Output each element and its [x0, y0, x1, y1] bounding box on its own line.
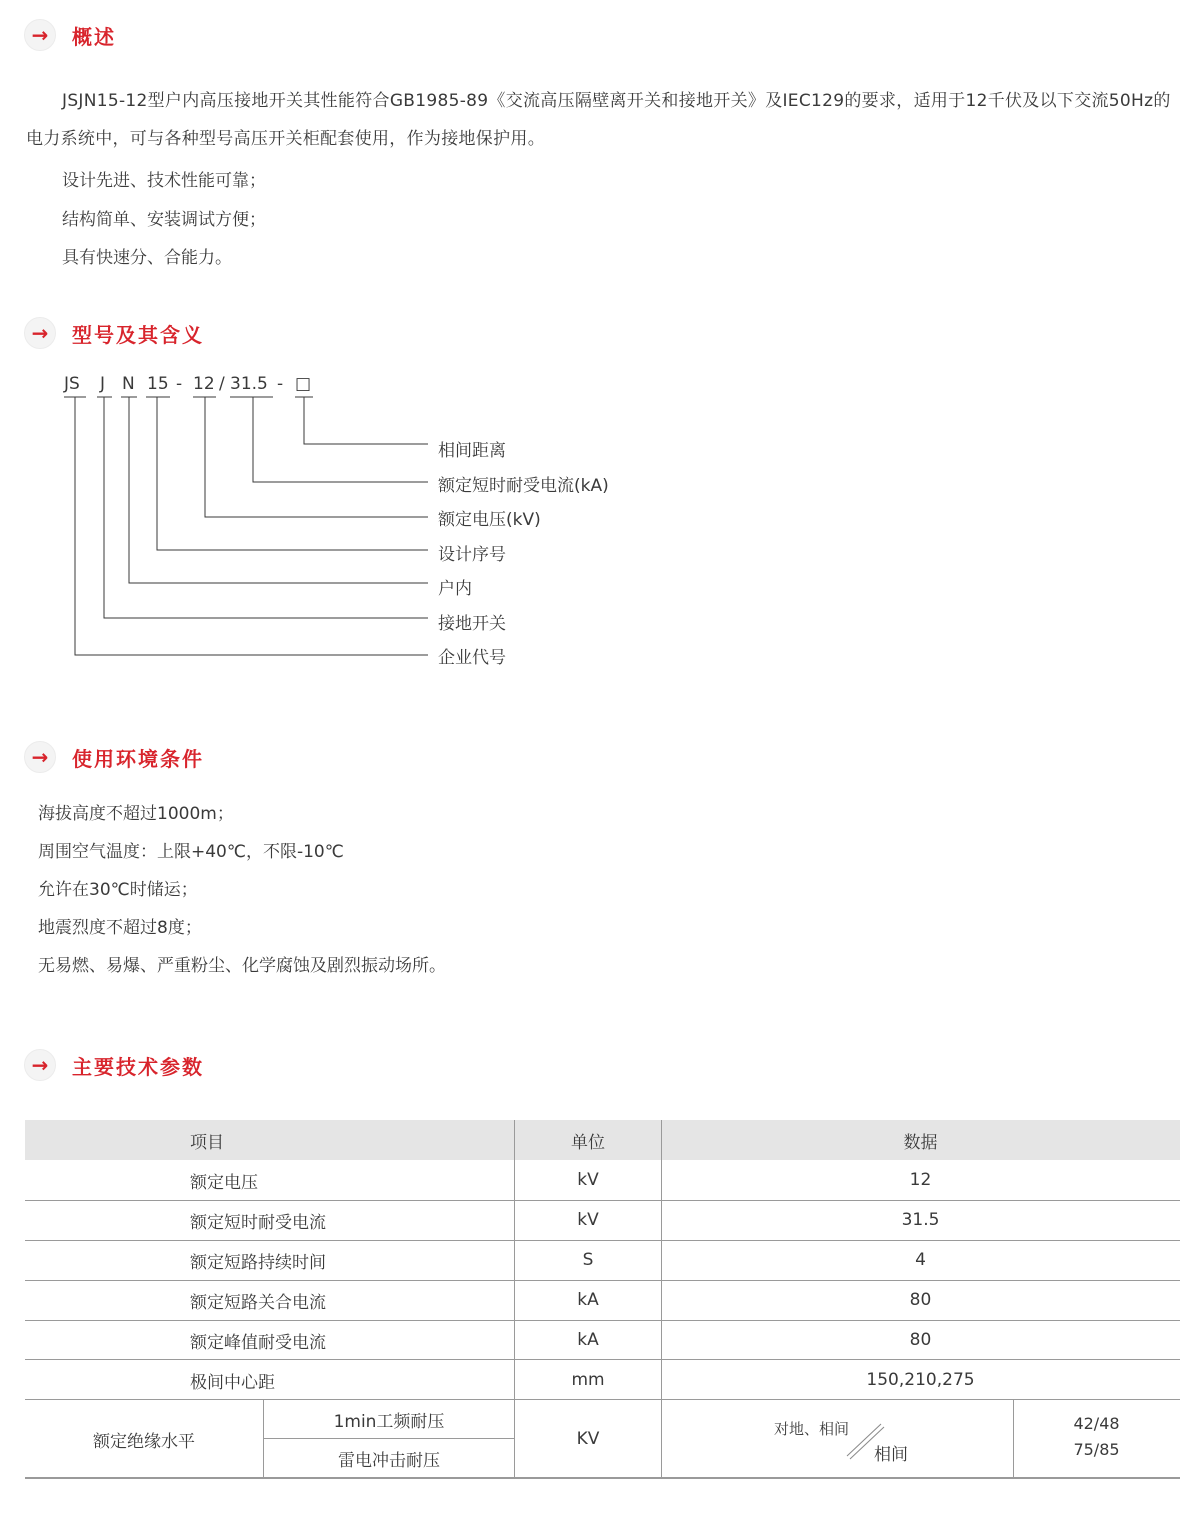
- table-cell: 额定短路持续时间: [190, 1252, 326, 1273]
- condition-item: 地震烈度不超过8度；: [38, 918, 202, 938]
- row-rule: [25, 1477, 1180, 1479]
- code-meaning: 设计序号: [438, 545, 506, 565]
- row-rule: [25, 1280, 1180, 1281]
- condition-item: 周围空气温度：上限+40℃，不限-10℃: [38, 842, 344, 862]
- arrow-right-icon: →: [24, 19, 56, 51]
- table-cell: 额定短时耐受电流: [190, 1212, 326, 1233]
- section-title: 主要技术参数: [72, 1054, 204, 1079]
- col-rule: [263, 1400, 264, 1478]
- code-meaning: 企业代号: [438, 648, 506, 668]
- diag-header-top: 对地、相间: [774, 1420, 850, 1438]
- table-cell: 12: [909, 1170, 932, 1190]
- insulation-sub-2: 雷电冲击耐压: [338, 1450, 440, 1471]
- insulation-sub-1: 1min工频耐压: [333, 1411, 445, 1432]
- section-environment-header: [24, 740, 204, 774]
- row-rule: [25, 1399, 1180, 1400]
- row-rule: [25, 1240, 1180, 1241]
- code-part: 15: [147, 374, 169, 394]
- row-rule: [25, 1320, 1180, 1321]
- model-code-diagram: [0, 0, 1200, 700]
- col-rule: [514, 1120, 515, 1478]
- table-header-cell: 单位: [571, 1132, 605, 1153]
- code-part: 31.5: [230, 374, 268, 394]
- insulation-unit: KV: [576, 1429, 600, 1449]
- section-title: 使用环境条件: [72, 746, 204, 771]
- table-header-cell: 项目: [190, 1132, 224, 1153]
- diag-header-bottom: 相间: [874, 1445, 908, 1465]
- table-header-cell: 数据: [903, 1132, 938, 1153]
- code-meaning: 额定短时耐受电流(kA): [438, 476, 609, 496]
- code-meaning: 接地开关: [438, 614, 506, 634]
- condition-item: 海拔高度不超过1000m；: [38, 804, 234, 824]
- table-cell: 150,210,275: [866, 1370, 975, 1390]
- section-title: 型号及其含义: [72, 322, 204, 347]
- arrow-right-icon: →: [24, 741, 56, 773]
- col-rule: [661, 1120, 662, 1478]
- sub-rule: [263, 1438, 515, 1439]
- arrow-right-icon: →: [24, 317, 56, 349]
- code-part: 12: [193, 374, 215, 394]
- condition-item: 允许在30℃时储运；: [38, 880, 198, 900]
- insulation-value-2: 75/85: [1073, 1439, 1120, 1459]
- table-cell: 31.5: [901, 1210, 940, 1230]
- code-part: JS: [64, 374, 80, 394]
- section-params-header: [24, 1048, 204, 1082]
- code-part: □: [295, 374, 312, 394]
- table-cell: kV: [577, 1210, 599, 1230]
- table-cell: kA: [577, 1290, 599, 1310]
- feature-item: 结构简单、安装调试方便；: [62, 210, 266, 230]
- insulation-value-1: 42/48: [1073, 1413, 1120, 1433]
- section-title: 概述: [72, 24, 116, 49]
- row-rule: [25, 1200, 1180, 1201]
- code-part: N: [122, 374, 135, 394]
- table-cell: 额定峰值耐受电流: [190, 1332, 326, 1353]
- code-meaning: 额定电压(kV): [438, 510, 541, 530]
- table-cell: 80: [909, 1290, 932, 1310]
- table-cell: mm: [571, 1370, 605, 1390]
- table-cell: 80: [909, 1330, 932, 1350]
- table-cell: 极间中心距: [190, 1372, 275, 1393]
- feature-item: 设计先进、技术性能可靠；: [62, 171, 266, 191]
- table-cell: 额定电压: [190, 1172, 258, 1193]
- table-cell: 4: [915, 1250, 926, 1270]
- row-rule: [25, 1359, 1180, 1360]
- col-rule: [1013, 1400, 1014, 1478]
- code-part: -: [176, 374, 183, 394]
- code-part: -: [277, 374, 284, 394]
- arrow-right-icon: →: [24, 1049, 56, 1081]
- condition-item: 无易燃、易爆、严重粉尘、化学腐蚀及剧烈振动场所。: [38, 956, 446, 976]
- code-part: J: [100, 374, 106, 394]
- table-cell: kA: [577, 1330, 599, 1350]
- diagonal-divider: [843, 1420, 885, 1460]
- table-cell: S: [582, 1250, 594, 1270]
- table-cell: kV: [577, 1170, 599, 1190]
- code-meaning: 相间距离: [438, 441, 506, 461]
- code-meaning: 户内: [438, 579, 472, 599]
- insulation-label: 额定绝缘水平: [93, 1431, 195, 1452]
- feature-item: 具有快速分、合能力。: [62, 248, 232, 268]
- table-cell: 额定短路关合电流: [190, 1292, 326, 1313]
- overview-paragraph: JSJN15-12型户内高压接地开关其性能符合GB1985-89《交流高压隔壁离开关和接地开关》及IEC129的要求，适用于12千伏及以下交流50Hz的电力系统中，可与各种型号高压开关柜配套使用，作为接地保护用。: [26, 91, 1171, 149]
- code-part: /: [219, 374, 225, 394]
